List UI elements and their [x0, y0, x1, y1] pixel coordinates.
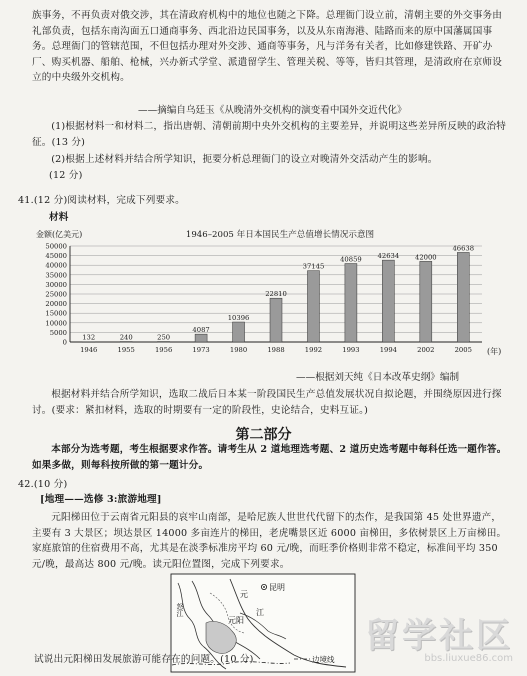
- chart-ytick-label: 15000: [45, 309, 67, 318]
- question-1: (1)根据材料一和材料二，指出唐朝、清朝前期中央外交机构的主要差异，并说明这些差异所反映的政治特征。(13 分): [32, 121, 507, 148]
- chart-xtick-label: 1955: [117, 346, 135, 354]
- material-paragraph: 族事务，不再负责对俄交涉，其在清政府机构中的地位也随之下降。总理衙门设立前，清朝主要的外交事务由礼部负责，包括东南沟面五口通商事务、西北沿边民国事务，以及从东南海港、陆路而来的原中国藩属国事务。总理衙门的管辖范围，不但包括办理对外交涉、通商等事务，凡与洋务有关者，比如修建铁路、开矿办厂、购买机器、船舶、枪械，兴办新式学堂、派遣留学生、管理关税、等等，皆归其管理，是清政府在京师设立的中央级外交机构。: [32, 10, 503, 83]
- q41-material-label: 材料: [49, 212, 69, 223]
- chart-ytick-label: 10000: [45, 319, 67, 328]
- q41-header: 41.(12 分)阅读材料，完成下列要求。: [18, 195, 185, 206]
- watermark: [365, 608, 513, 664]
- chart-ytick-label: 35000: [45, 271, 67, 280]
- chart-data-label: 37145: [302, 262, 325, 271]
- chart-data-label: 40859: [340, 255, 362, 264]
- q42-paragraph: 元阳梯田位于云南省元阳县的哀牢山南部，是哈尼族人世世代代留下的杰作，是我国第 45 处世界遗产，主要有 3 大景区；坝达景区 14000 多亩连片的梯田，老虎嘴景区近 6000 亩梯田，多依树景区上万亩梯田。家庭旅馆的住宿费用不高，尤其是在淡季标准房平均 60 元/晚，而旺季价格则非常不稳定，标准间平均 350 元/晚，最高达 800 元/晚。读元阳位置图，完成下列要求。: [32, 512, 507, 570]
- chart-ytick-label: 45000: [45, 252, 67, 261]
- chart-bar: [158, 342, 170, 343]
- q42-header: 42.(10 分): [18, 479, 68, 490]
- chart-data-label: 240: [119, 333, 133, 342]
- chart-bar: [83, 342, 95, 343]
- question-2: (2)根据上述材料并结合所学知识，扼要分析总理衙门的设立对晚清外交活动产生的影响。: [51, 154, 438, 165]
- chart-bar: [382, 260, 394, 342]
- chart-xtick-label: 2002: [417, 346, 435, 354]
- q42-section: [地理——选修 3:旅游地理]: [40, 494, 162, 505]
- chart-ytick-label: 40000: [45, 261, 67, 270]
- chart-ytick-label: 30000: [45, 280, 67, 289]
- chart-bar: [120, 342, 132, 343]
- chart-bar: [270, 298, 282, 342]
- chart-data-label: 42634: [377, 252, 400, 261]
- chart-xtick-label: 1994: [379, 346, 398, 354]
- map-label-jiang: 江: [256, 608, 264, 617]
- chart-bar: [195, 334, 207, 342]
- q42-question: 试说出元阳梯田发展旅游可能存在的问题。(10 分): [34, 654, 254, 665]
- chart-xtick-label: 1973: [192, 346, 210, 354]
- chart-title: 1946–2005 年日本国民生产总值增长情况示意图: [185, 230, 375, 240]
- chart-data-label: 42000: [415, 253, 437, 262]
- chart-bar: [307, 271, 319, 342]
- chart-bar: [233, 322, 245, 342]
- watermark-brand: 留学社区: [365, 616, 513, 656]
- part2-intro: 本部分为选考题，考生根据要求作答。请考生从 2 道地理选考题、2 道历史选考题中每科任选一题作答。如果多做，则每科按所做的第一题计分。: [32, 444, 507, 471]
- chart-xtick-label: 1980: [229, 346, 248, 354]
- chart-xtick-label: 1993: [342, 346, 360, 354]
- q41-source: ——根据刘天纯《日本改革史纲》编制: [296, 372, 460, 383]
- map-label-yuan: 元: [240, 590, 248, 599]
- chart-xlabel: (年): [487, 347, 502, 356]
- chart-xtick-label: 1946: [80, 346, 98, 354]
- chart-data-label: 10396: [227, 314, 250, 323]
- map-label-yuanyang: 元阳: [228, 616, 244, 625]
- material-source: ——摘编自乌廷玉《从晚清外交机构的演变看中国外交近代化》: [138, 105, 407, 116]
- chart-ylabel: 金额(亿美元): [36, 230, 83, 239]
- chart-ytick-label: 20000: [45, 300, 67, 309]
- chart-xtick-label: 2005: [454, 346, 472, 354]
- map-label-river: 怒江: [176, 603, 184, 617]
- chart-bar: [420, 261, 432, 342]
- map-label-kunming: 昆明: [269, 583, 285, 592]
- chart-xtick-label: 1988: [267, 346, 285, 354]
- chart-data-label: 132: [82, 333, 96, 342]
- chart-xtick-label: 1956: [154, 346, 173, 354]
- chart-bar: [457, 252, 469, 342]
- chart-ytick-label: 5000: [49, 328, 67, 337]
- map-label-border: 边境线: [312, 655, 335, 664]
- watermark-url: bbs.liuxue86.com: [424, 653, 513, 664]
- chart-ytick-label: 50000: [45, 242, 67, 251]
- chart-data-label: 4087: [192, 326, 210, 335]
- chart-data-label: 46638: [452, 244, 475, 253]
- chart-data-label: 22810: [265, 290, 287, 299]
- question-2-score: (12 分): [49, 170, 83, 181]
- chart-ytick-label: 25000: [45, 290, 67, 299]
- q41-task: 根据材料并结合所学知识，选取二战后日本某一阶段国民生产总值发展状况自拟论题，并围绕原因进行探讨。(要求：紧扣材料，选取的时期要有一定的阶段性，史论结合，史料互证。): [32, 389, 502, 416]
- chart-data-label: 250: [157, 333, 171, 342]
- chart-xtick-label: 1992: [304, 346, 323, 354]
- gnp-bar-chart: [32, 228, 512, 368]
- chart-ytick-label: 0: [62, 338, 67, 347]
- chart-bar: [345, 264, 357, 342]
- part2-title: 第二部分: [235, 427, 292, 443]
